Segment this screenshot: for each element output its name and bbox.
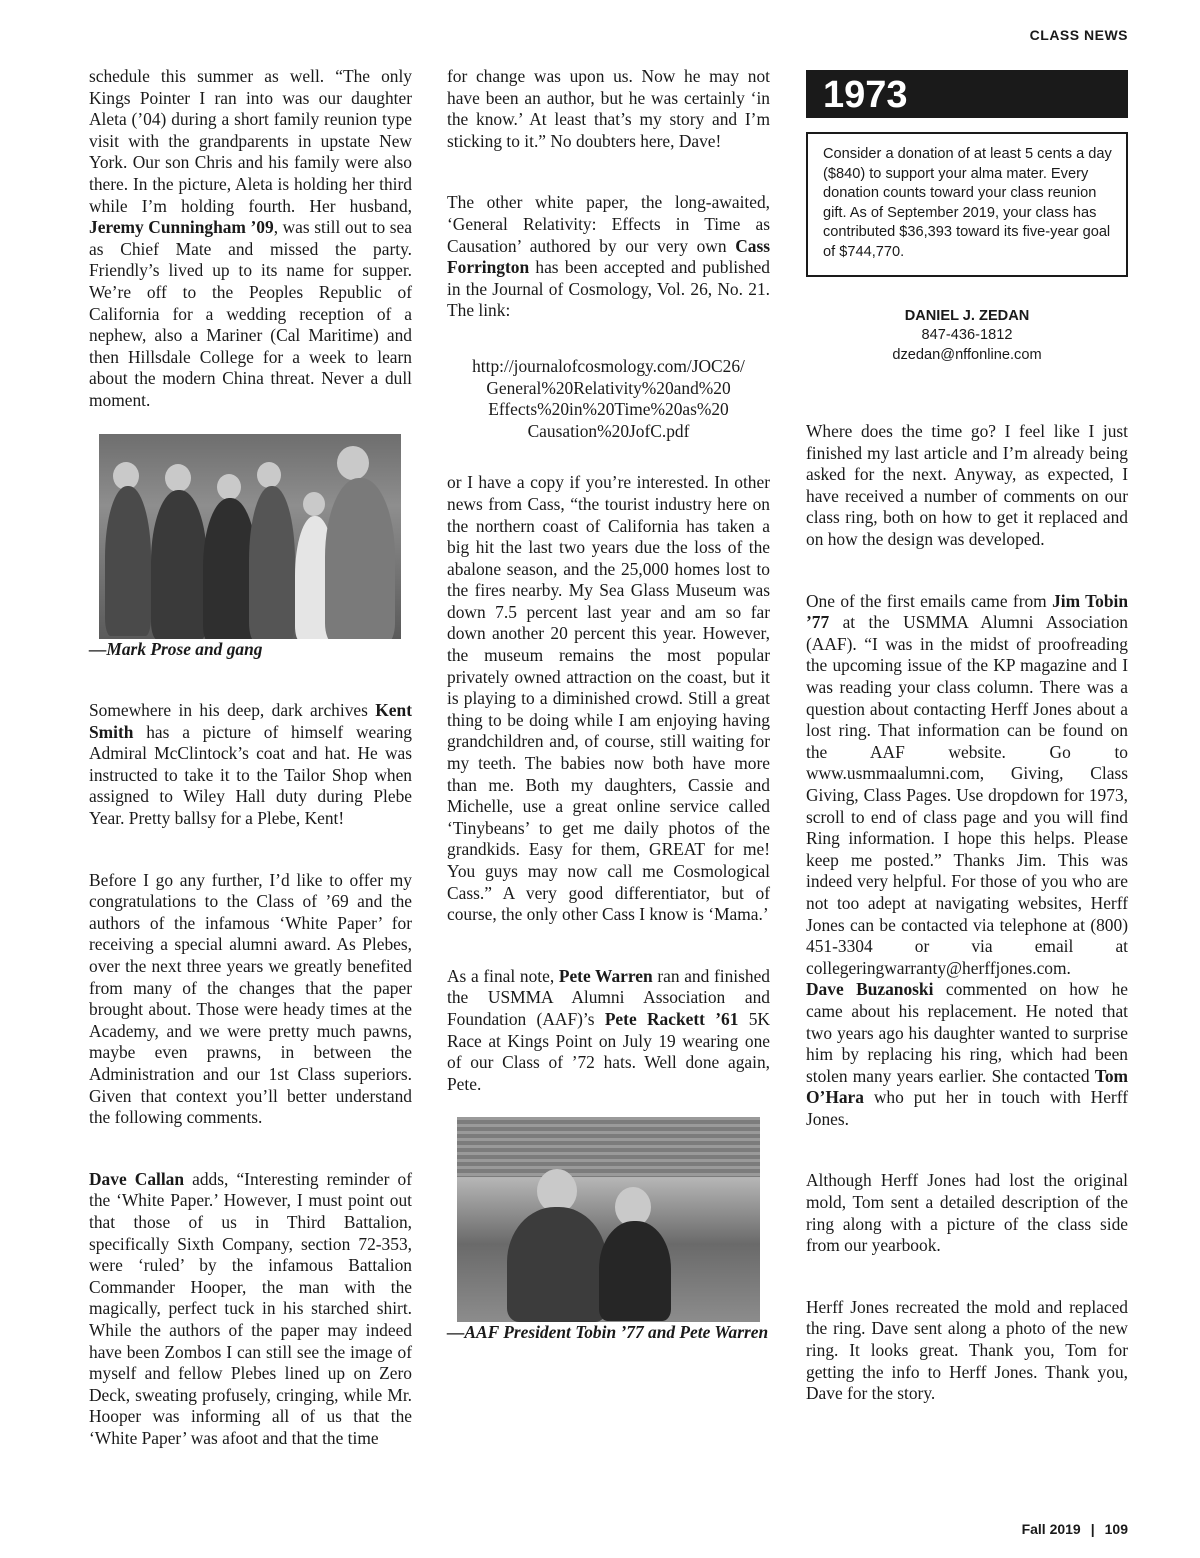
paragraph: Although Herff Jones had lost the original mold, Tom sent a detailed description of the ring along with a picture of the class side from our yearbook.: [806, 1170, 1128, 1256]
person-name: Cass Forrington: [447, 235, 770, 278]
section-header: CLASS NEWS: [1029, 27, 1128, 43]
class-contact: [806, 307, 1128, 366]
figure-head: [257, 462, 281, 488]
paragraph: One of the first emails came from Jim Tobin ’77 at the USMMA Alumni Association (AAF). “I was in the midst of proofreading the upcoming issue of the KP magazine and I was reading your class column. There was a question about contacting Herff Jones about a lost ring. That information can be found on the AAF website. Go to www.usmmaalumni.com, Giving, Class Giving, Class Pages. Use dropdown for 1973, scroll to end of class page and you will find Ring information. I hope this helps. Please keep me posted.” Thanks Jim. This was indeed very helpful. For those of you who are not too adept at navigating websites, Herff Jones can be contacted via telephone at (800) 451-3304 or via email at collegeringwarranty@herffjones.com.: [806, 590, 1129, 978]
family-photo: [99, 434, 401, 639]
contact-name: DANIEL J. ZEDAN: [904, 307, 1030, 324]
class-year-banner: 1973: [806, 70, 1128, 118]
person-name: Dave Buzanoski: [806, 979, 934, 1000]
photo-caption: —Mark Prose and gang: [89, 638, 263, 659]
column-1: [89, 66, 412, 1450]
photo-caption: —AAF President Tobin ’77 and Pete Warren: [447, 1322, 769, 1343]
figure-body: [507, 1207, 607, 1322]
figure-body: [599, 1221, 671, 1321]
race-photo: [457, 1117, 760, 1322]
person-name: Jeremy Cunningham ’09: [89, 217, 274, 238]
paragraph: Somewhere in his deep, dark archives Kent Smith has a picture of himself wearing Admiral McClintock’s coat and hat. He was instructed to take it to the Tailor Shop when assigned to Wiley Hall duty during Plebe Year. Pretty ballsy for a Plebe, Kent!: [89, 700, 412, 829]
paragraph: schedule this summer as well. “The only Kings Pointer I ran into was our daughter Aleta (’04) during a short family reunion type visit with the grandparents in upstate New York. Our son Chris and his family were also there. In the picture, Aleta is holding her third while I’m holding fourth. Her husband, Jeremy Cunningham ’09, was still out to sea as Chief Mate and missed the party. Friendly’s lived up to its name for supper. We’re off to the Peoples Republic of California for a wedding reception of a nephew, also a Mariner (Cal Maritime) and then Hillsdale College for a week to learn about the modern China threat. Never a dull moment.: [89, 66, 412, 410]
person-name: Pete Rackett ’61: [604, 1008, 739, 1029]
figure-head: [337, 446, 369, 480]
figure-body: [325, 478, 395, 639]
person-name: Pete Warren: [558, 965, 653, 986]
page-footer: [1022, 1521, 1128, 1537]
paragraph: Herff Jones recreated the mold and replaced the ring. Dave sent along a photo of the new ring. It looks great. Thank you, Tom for getting the info to Herff Jones. Thank you, Dave for the story.: [806, 1296, 1128, 1404]
figure-head: [217, 474, 241, 500]
column-2: [447, 66, 770, 1344]
figure-body: [151, 490, 207, 639]
paragraph: As a final note, Pete Warren ran and finished the USMMA Alumni Association and Foundation (AAF)’s Pete Rackett ’61 5K Race at Kings Point on July 19 wearing one of our Class of ’72 hats. Well done again, Pete.: [447, 965, 771, 1094]
column-3: [806, 70, 1128, 1405]
figure-head: [165, 464, 191, 492]
paragraph: Before I go any further, I’d like to offer my congratulations to the Class of ’69 and the authors of the infamous ‘White Paper’ for receiving a special alumni award. As Plebes, over the next three years we greatly benefited from many of the changes that the paper brought about. Those were heady times at the Academy, and we were pretty much pawns, maybe even prawns, in between the Administration and our 1st Class superiors. Given that context you’ll better understand the following comments.: [89, 869, 412, 1128]
figure-body: [105, 486, 151, 636]
paragraph: The other white paper, the long-awaited, ‘General Relativity: Effects in Time as Causation’ authored by our very own Cass Forrington has been accepted and published in the Journal of Cosmology, Vol. 26, No. 21. The link:: [447, 192, 770, 321]
person-name: Tom O’Hara: [806, 1065, 1128, 1108]
contact-email[interactable]: dzedan@nffonline.com: [892, 346, 1042, 363]
stadium-stands: [457, 1117, 760, 1177]
person-name: Dave Callan: [89, 1168, 185, 1189]
paragraph: Where does the time go? I feel like I just finished my last article and I’m already being asked for the next. Anyway, as expected, I have received a number of comments on our class ring, both on how to get it replaced and on how the design was developed.: [806, 421, 1128, 550]
paragraph: for change was upon us. Now he may not have been an author, but he was certainly ‘in the know.’ At least that’s my story and I’m sticking to it.” No doubters here, Dave!: [447, 66, 770, 151]
donation-box: Consider a donation of at least 5 cents a day ($840) to support your alma mater. Every donation counts toward your class reunion gift. As of September 2019, your class has contributed $36,393 toward its five-year goal of $744,770.: [806, 132, 1128, 277]
page-number: 109: [1104, 1521, 1128, 1537]
issue-label: Fall 2019: [1021, 1521, 1081, 1537]
footer-separator: |: [1090, 1521, 1095, 1537]
person-name: Kent Smith: [89, 700, 412, 742]
paragraph: Dave Buzanoski commented on how he came about his replacement. He noted that two years ago his daughter wanted to surprise him by replacing his ring, which had been stolen many years earlier. She contacted Tom O’Hara who put her in touch with Herff Jones.: [806, 979, 1128, 1129]
figure-body: [249, 486, 295, 639]
paragraph: Dave Callan adds, “Interesting reminder of the ‘White Paper.’ However, I must point out that those of us in Third Battalion, specifically Sixth Company, section 72-353, were ‘ruled’ by the infamous Battalion Commander Hooper, the man with the magically, perfect tuck in his starched shirt. While the authors of the paper may indeed have been Zombos I can still see the image of myself and fellow Plebes lined up on Zero Deck, sweating profusely, cringing, while Mr. Hooper was informing all of us that the ‘White Paper’ was afoot and that the time: [89, 1168, 412, 1448]
contact-phone: 847-436-1812: [921, 327, 1013, 344]
person-name: Jim Tobin ’77: [806, 590, 1129, 633]
figure-head: [303, 492, 325, 516]
journal-link[interactable]: http://journalofcosmology.com/JOC26/ General%20Relativity%20and%20 Effects%20in%20Time%20as%20 Causation%20JofC.pdf: [472, 355, 745, 441]
paragraph: or I have a copy if you’re interested. In other news from Cass, “the tourist industry here on the northern coast of California has taken a big hit the last two years due the loss of the abalone season, and the 25,000 homes lost to the fires nearby. My Sea Glass Museum was down 7.5 percent last year and am so far down another 20 percent this year. However, the museum remains the most popular privately owned attraction on the coast, but it is playing to a diminished crowd. Still a great thing to be doing while I am enjoying having grandchildren and, of course, still waiting for my teeth. The babies now both have more than me. Both my daughters, Cassie and Michelle, use a great online service called ‘Tinybeans’ to get me daily photos of the grandkids. Easy for them, GREAT for me! You guys may now call me Cosmological Cass.” A very good differentiator, but of course, the only other Cass I know is ‘Mama.’: [447, 472, 770, 925]
